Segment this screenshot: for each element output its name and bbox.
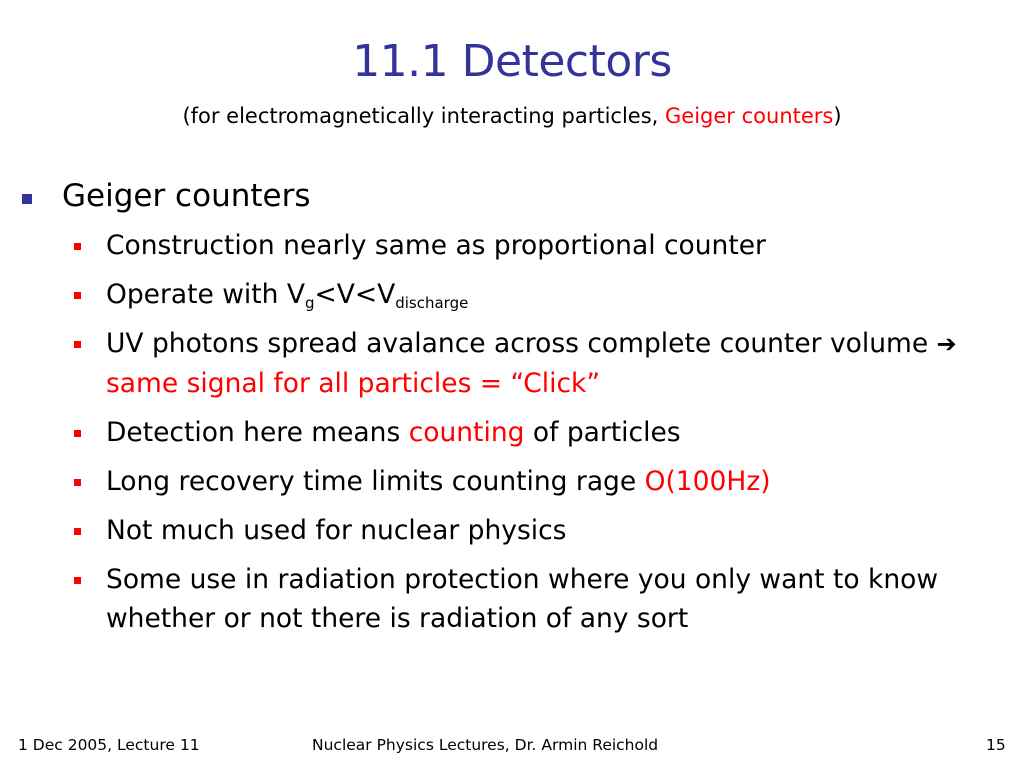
square-bullet-icon (74, 528, 81, 535)
page-number: 15 (986, 736, 1006, 754)
subtitle-close: ) (833, 104, 842, 128)
list-item (74, 413, 974, 452)
footer-date: 1 Dec 2005, Lecture 11 (18, 736, 200, 754)
square-bullet-icon (74, 292, 81, 299)
square-bullet-icon (22, 194, 32, 204)
list-item-text-mid: <V<V (314, 279, 396, 310)
list-item-text: Not much used for nuclear physics (106, 515, 567, 546)
square-bullet-icon (74, 341, 81, 348)
footer-title: Nuclear Physics Lectures, Dr. Armin Reichold (312, 736, 659, 754)
list-item (74, 560, 974, 638)
main-bullet-text: Geiger counters (62, 178, 311, 214)
square-bullet-icon (74, 243, 81, 250)
list-item-text: Some use in radiation protection where you only want to know whether or not there is radiation of any sort (106, 564, 939, 634)
list-item-highlight: same signal for all particles = “Click” (106, 368, 601, 399)
square-bullet-icon (74, 479, 81, 486)
list-item-text: Long recovery time limits counting rage (106, 466, 645, 497)
list-item-text: Detection here means (106, 417, 409, 448)
list-item (74, 324, 974, 403)
square-bullet-icon (74, 430, 81, 437)
right-arrow-icon: ➔ (936, 330, 957, 358)
list-item (74, 462, 974, 501)
list-item (74, 511, 974, 550)
subscript-discharge: discharge (395, 294, 469, 312)
main-bullet (22, 178, 310, 215)
list-item-highlight: O(100Hz) (644, 466, 771, 497)
slide-title: 11.1 Detectors (352, 36, 672, 87)
slide-subtitle (0, 106, 1024, 127)
list-item (74, 226, 974, 265)
subtitle-highlight: Geiger counters (665, 104, 834, 128)
list-item-text: UV photons spread avalance across complete counter volume (106, 328, 937, 359)
list-item-text-post: of particles (524, 417, 681, 448)
sub-bullet-list (74, 226, 974, 648)
list-item-text: Construction nearly same as proportional counter (106, 230, 766, 261)
list-item-highlight: counting (408, 417, 525, 448)
list-item-text: Operate with V (106, 279, 306, 310)
square-bullet-icon (74, 577, 81, 584)
subscript-g: g (305, 294, 315, 312)
list-item (74, 275, 974, 314)
subtitle-text: (for electromagnetically interacting particles, (182, 104, 666, 128)
